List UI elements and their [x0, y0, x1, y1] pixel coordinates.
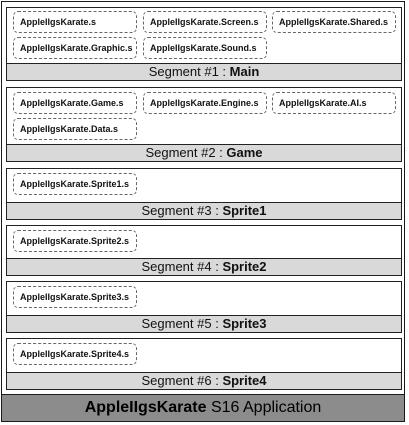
- segment-number: Segment #2 :: [145, 145, 227, 160]
- segment-number: Segment #3 :: [141, 203, 223, 218]
- segment-label: [7, 63, 401, 80]
- segment-number: Segment #5 :: [141, 316, 223, 331]
- source-file: AppleIIgsKarate.Screen.s: [143, 11, 267, 33]
- source-file: AppleIIgsKarate.Graphic.s: [13, 37, 137, 59]
- source-file: AppleIIgsKarate.Sprite3.s: [13, 286, 137, 308]
- segment-number: Segment #1 :: [148, 64, 230, 79]
- segment-sprite2: [6, 225, 402, 276]
- source-file: AppleIIgsKarate.Sprite4.s: [13, 343, 137, 365]
- segment-label: [7, 202, 401, 219]
- segment-number: Segment #4 :: [141, 259, 223, 274]
- segment-label: [7, 144, 401, 161]
- source-file: AppleIIgsKarate.Sprite1.s: [13, 173, 137, 195]
- segment-game: [6, 87, 402, 162]
- segment-name: Main: [229, 64, 260, 79]
- segment-sprite4: [6, 338, 402, 390]
- source-file: AppleIIgsKarate.Shared.s: [272, 11, 396, 33]
- segment-name: Sprite3: [222, 316, 267, 331]
- application-title-bar: [2, 394, 404, 421]
- source-file: AppleIIgsKarate.AI.s: [272, 92, 396, 114]
- segment-name: Game: [226, 145, 263, 160]
- segment-label: [7, 372, 401, 389]
- segment-sprite1: [6, 168, 402, 220]
- segment-name: Sprite2: [222, 259, 267, 274]
- source-file: AppleIIgsKarate.Sound.s: [143, 37, 267, 59]
- segment-sprite3: [6, 281, 402, 333]
- segment-name: Sprite4: [222, 373, 267, 388]
- source-file: AppleIIgsKarate.s: [13, 11, 137, 33]
- segment-name: Sprite1: [222, 203, 267, 218]
- segment-main: [6, 7, 402, 81]
- application-name: AppleIIgsKarate: [84, 399, 207, 416]
- source-file: AppleIIgsKarate.Engine.s: [143, 92, 267, 114]
- source-file: AppleIIgsKarate.Sprite2.s: [13, 230, 137, 252]
- application-container: [1, 1, 405, 422]
- source-file: AppleIIgsKarate.Data.s: [13, 118, 137, 140]
- source-file: AppleIIgsKarate.Game.s: [13, 92, 137, 114]
- segment-label: [7, 258, 401, 275]
- segment-label: [7, 315, 401, 332]
- application-type: S16 Application: [206, 399, 322, 416]
- segment-number: Segment #6 :: [141, 373, 223, 388]
